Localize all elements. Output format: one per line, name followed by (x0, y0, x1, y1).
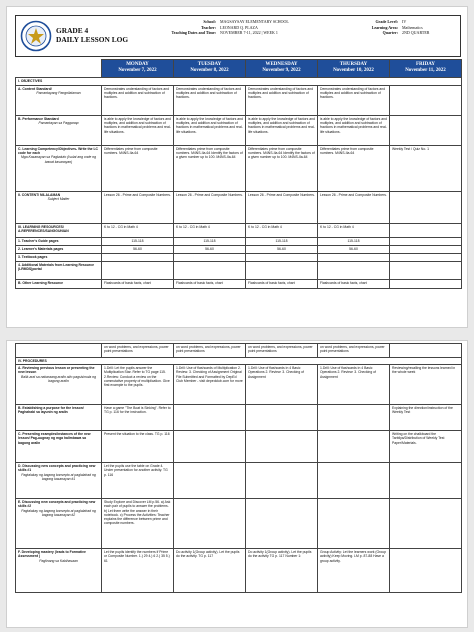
cell-perf-std-wed: is able to apply the knowledge of factors and multiples, and addition and subtraction of fractions in mathematical problems and real-life situations. (246, 116, 318, 146)
info-values-left (220, 19, 340, 36)
cell-lc-tue: Differentiates prime from composite numbers. M4NS-IIa-64 Identify the factors of a given number up to 100. M4NS-IIa-64 (174, 146, 246, 192)
cell-add-wed (246, 262, 318, 280)
cell-tb-tue (174, 254, 246, 262)
cell-lc-fri: Weekly Test / Quiz No. 1 (390, 146, 462, 192)
cell-lm-mon: 56-60 (102, 246, 174, 254)
cell-tg-fri (390, 238, 462, 246)
cell-res-tue: K to 12 - CG in Math 4 (174, 224, 246, 238)
cell-lm-wed: 56-60 (246, 246, 318, 254)
area-label: Learning Area: (371, 24, 398, 30)
cell-content-std-fri (390, 86, 462, 116)
cell-tb-thu (318, 254, 390, 262)
cell-other-thu: Flashcards of basic facts, chart (318, 280, 390, 289)
day-header-tuesday: TUESDAY November 8, 2022 (174, 60, 246, 78)
day-header-thursday: THURSDAY November 10, 2022 (318, 60, 390, 78)
quarter-label: Quarter: (382, 30, 398, 35)
area-value: Mathematics (402, 24, 423, 30)
cell-review-mon: 1.Drill: Let the pupils answer the Multiplication Star. Refer to TG page 115. 2.Review: Conduct a review on the commutative property of multiplication. Give first example to the pupils. (102, 365, 174, 405)
corner-cell (16, 60, 102, 78)
cell-other-mon: Flashcards of basic facts, chart (102, 280, 174, 289)
cell-examples-fri: Writing on the chalkboard the Tarbilya/Distribution of Weekly Test Paper/Materials. (390, 431, 462, 463)
title-line-2: DAILY LESSON LOG (56, 35, 129, 44)
cell-other-tue: Flashcards of basic facts, chart (174, 280, 246, 289)
cell-perf-std-thu: is able to apply the knowledge of factors and multiples, and addition and subtraction of fractions in mathematical problems and real-life situations. (318, 116, 390, 146)
cell-mastery-tue: Do activity 1(Group activity). Let the pupils do the activity. TG p. 117 (174, 549, 246, 593)
cell-continued-wed: on word problems, and expressions, power point presentations (246, 344, 318, 358)
lesson-log-page-2 (6, 340, 468, 628)
cell-content-std-thu: Demonstrates understanding of factors and multiples and addition and subtraction of fractions. (318, 86, 390, 116)
cell-discuss1-mon: Let the pupils use the table on Grade 4. Under presentation for another activity. TG p. 116 (102, 463, 174, 499)
cell-tg-mon: 115-118 (102, 238, 174, 246)
cell-continued-label (16, 344, 102, 358)
cell-purpose-tue (174, 405, 246, 431)
info-labels-left (166, 19, 216, 36)
cell-discuss2-mon: Study Explore and Discover LM p.56. a) Ask each pair of pupils to answer the problems. b) Let them write the answer in their notebook. c) Process the Activities: Teacher explains the difference between prime and composite numbers. (102, 499, 174, 549)
cell-lc-thu: Differentiates prime from composite numbers. M4NS-IIa-64 (318, 146, 390, 192)
cell-discuss1-thu (318, 463, 390, 499)
cell-perf-std-tue: is able to apply the knowledge of factors and multiples, and addition and subtraction of fractions in mathematical problems and real-life situations. (174, 116, 246, 146)
cell-other-fri (390, 280, 462, 289)
lesson-table-page-1 (15, 59, 462, 289)
cell-discuss1-wed (246, 463, 318, 499)
cell-res-mon: K to 12 - CG in Math 4 (102, 224, 174, 238)
cell-mastery-mon: Let the pupils identify the numbers if Prime or Composite Number. 1.) 29 4.) 6 2.) 35 5.) 61 (102, 549, 174, 593)
cell-add-fri (390, 262, 462, 280)
cell-review-tue: 1.Drill: Use of flashcards of Multiplication 2. Review: 3. Checking of Assignment Original File Submitted and Formatted by DepEd Club Member - visit depedclub.com for more (174, 365, 246, 405)
cell-mastery-fri (390, 549, 462, 593)
row-label-performance-standard: B. Performance Standard Pamantayan sa Pagganap (16, 116, 102, 146)
cell-examples-wed (246, 431, 318, 463)
document-title (56, 26, 128, 44)
row-label-developing-mastery: F. Developing mastery (leads to Formative Assessment ) Paglinang sa Kabihasaan (16, 549, 102, 593)
lesson-table-page-2 (15, 343, 462, 593)
cell-add-thu (318, 262, 390, 280)
cell-discuss2-wed (246, 499, 318, 549)
cell-purpose-wed (246, 405, 318, 431)
row-label-reviewing: A. Reviewing previous lesson or presenting the new lesson Balik-aral sa nakaraang aralin at/o pagsisimula ng bagong aralin (16, 365, 102, 405)
cell-res-wed: K to 12 - CG in Math 4 (246, 224, 318, 238)
section-procedures: IV. PROCEDURES (16, 358, 462, 365)
cell-other-wed: Flashcards of basic facts, chart (246, 280, 318, 289)
school-value: MAGSAYSAY ELEMENTARY SCHOOL (220, 19, 289, 24)
row-label-learning-competency: C. Learning Competency/Objectives- Write the LC code for each Mga Kasanayan sa Pagkatuto (Isulat ang code ng bawat kasanayan) (16, 146, 102, 192)
cell-tb-wed (246, 254, 318, 262)
lesson-log-page-1 (6, 6, 468, 328)
row-label-discussing-2: E. Discussing new concepts and practicing new skills #2 Pagtalakay ng bagong konsepto at paglalahad ng bagong kasanayan #2 (16, 499, 102, 549)
row-label-textbook-pages: 3. Textbook pages (16, 254, 102, 262)
cell-review-wed: 1.Drill: Use of flashcards in 4 Basic Operations 2. Review: 3. Checking of Assignment (246, 365, 318, 405)
cell-review-thu: 1.Drill: Use of flashcards in 4 Basic Operations 2. Review: 3. Checking of Assignment (318, 365, 390, 405)
cell-purpose-fri: Explaining the direction/instruction of the Weekly Test (390, 405, 462, 431)
cell-content-tue: Lesson 26 - Prime and Composite Numbers. (174, 192, 246, 224)
teacher-label: Teacher: (201, 24, 216, 30)
cell-purpose-thu (318, 405, 390, 431)
row-label-discussing-1: D. Discussing new concepts and practicing new skills #1 Pagtalakay ng bagong konsepto at paglalahad ng bagong kasanayan #1 (16, 463, 102, 499)
dates-value: NOVEMBER 7-11, 2022 | WEEK 1 (220, 30, 278, 35)
cell-tb-mon (102, 254, 174, 262)
row-label-presenting-examples: C. Presenting examples/instances of the new lesson/ Pag-uugnay ng mga halimbawa sa bagong aralin (16, 431, 102, 463)
cell-discuss2-thu (318, 499, 390, 549)
cell-content-std-mon: Demonstrates understanding of factors and multiples and addition and subtraction of fractions. (102, 86, 174, 116)
cell-lc-wed: Differentiates prime from composite numbers. M4NS-IIa-64 Identify the factors of a given number up to 100. M4NS-IIa-64 (246, 146, 318, 192)
quarter-value: 2ND QUARTER (402, 30, 430, 35)
cell-add-mon (102, 262, 174, 280)
day-header-friday: FRIDAY November 11, 2022 (390, 60, 462, 78)
cell-discuss2-fri (390, 499, 462, 549)
row-label-additional-materials: 4. Additional Materials from Learning Resource (LRMDS)portal (16, 262, 102, 280)
cell-continued-thu: on word problems, and expressions, power point presentations (318, 344, 390, 358)
cell-add-tue (174, 262, 246, 280)
cell-content-fri (390, 192, 462, 224)
title-line-1: GRADE 4 (56, 26, 89, 35)
document-header (15, 15, 461, 57)
section-objectives: I. OBJECTIVES (16, 78, 462, 86)
cell-tg-wed: 115-118 (246, 238, 318, 246)
cell-lc-mon: Differentiates prime from composite numbers. M4NS-IIa-64 (102, 146, 174, 192)
cell-content-std-tue: Demonstrates understanding of factors and multiples and addition and subtraction of fractions. (174, 86, 246, 116)
cell-perf-std-mon: is able to apply the knowledge of factors and multiples, and addition and subtraction of fractions in mathematical problems and real-life situations. (102, 116, 174, 146)
day-header-monday: MONDAY November 7, 2022 (102, 60, 174, 78)
cell-examples-tue (174, 431, 246, 463)
day-header-wednesday: WEDNESDAY November 9, 2022 (246, 60, 318, 78)
cell-res-thu: K to 12 - CG in Math 4 (318, 224, 390, 238)
cell-tg-thu: 115-118 (318, 238, 390, 246)
row-label-establishing-purpose: B. Establishing a purpose for the lesson/ Paghahabi sa layunin ng aralin (16, 405, 102, 431)
grade-value: IV (402, 19, 407, 24)
cell-content-wed: Lesson 26 - Prime and Composite Numbers. (246, 192, 318, 224)
teacher-value: LEONARD Q. PLAZA (220, 24, 258, 30)
cell-content-mon: Lesson 26 - Prime and Composite Numbers. (102, 192, 174, 224)
cell-content-thu: Lesson 26 - Prime and Composite Numbers. (318, 192, 390, 224)
cell-mastery-wed: Do activity 1(Group activity). Let the pupils do the activity TG p. 117 Number 1: (246, 549, 318, 593)
cell-purpose-mon: Have a game "The Boat is Sinking". Refer to TG p. 116 for the instruction. (102, 405, 174, 431)
cell-res-fri (390, 224, 462, 238)
school-label: School: (203, 19, 216, 24)
cell-content-std-wed: Demonstrates understanding of factors and multiples and addition and subtraction of fractions. (246, 86, 318, 116)
cell-review-fri: Reviewing/recalling the lessons learned in the whole week (390, 365, 462, 405)
cell-continued-tue: on word problems, and expressions, power point presentations (174, 344, 246, 358)
cell-discuss1-tue (174, 463, 246, 499)
deped-seal-icon (20, 20, 52, 52)
cell-lm-tue: 56-60 (174, 246, 246, 254)
row-label-teachers-guide: 1. Teacher's Guide pages (16, 238, 102, 246)
cell-tb-fri (390, 254, 462, 262)
row-label-other-resource: B. Other Learning Resource (16, 280, 102, 289)
grade-label: Grade Level: (375, 19, 398, 24)
info-labels-right (344, 19, 398, 36)
cell-discuss1-fri (390, 463, 462, 499)
cell-tg-tue: 115-118 (174, 238, 246, 246)
cell-lm-thu: 56-60 (318, 246, 390, 254)
cell-examples-mon: Present the situation to the class. TG p. 116 (102, 431, 174, 463)
cell-mastery-thu: Group Activity: Let the learners work (Group activity) Keep Moving. LM p. 87-88 Have a group activity. (318, 549, 390, 593)
row-label-learners-materials: 2. Learner's Materials pages (16, 246, 102, 254)
cell-continued-mon: on word problems, and expressions, power point presentations (102, 344, 174, 358)
row-label-content: II. CONTENT/ NILALAMAN Subject Matter (16, 192, 102, 224)
cell-continued-fri (390, 344, 462, 358)
cell-discuss2-tue (174, 499, 246, 549)
dates-label: Teaching Dates and Time: (171, 30, 216, 35)
row-label-learning-resources: III. LEARNING RESOURCES/ A.REFERENCES/SANGGUNIAN (16, 224, 102, 238)
cell-lm-fri (390, 246, 462, 254)
info-values-right (402, 19, 458, 36)
row-label-content-standard: A. Content Standard/ Pamantayang Pangnilalaman (16, 86, 102, 116)
cell-examples-thu (318, 431, 390, 463)
cell-perf-std-fri (390, 116, 462, 146)
